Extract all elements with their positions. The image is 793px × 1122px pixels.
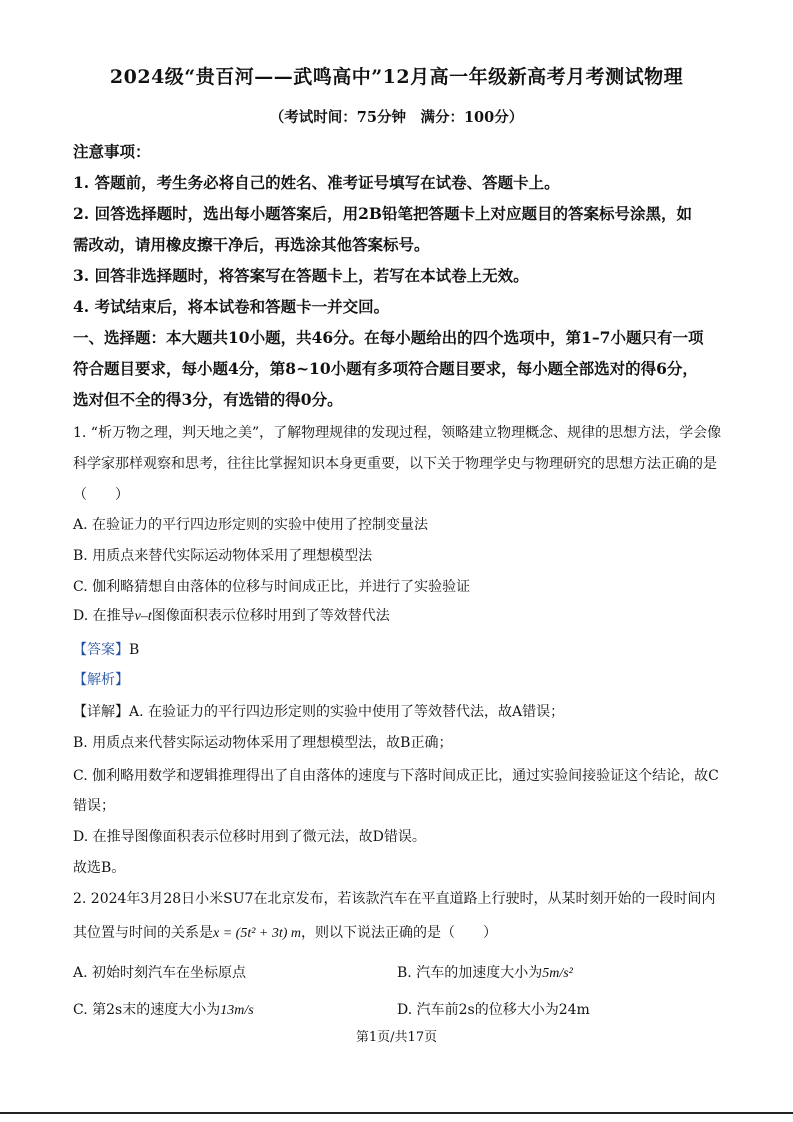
q2-option-a: A. 初始时刻汽车在坐标原点: [73, 965, 247, 981]
section-heading: 一、选择题：本大题共10小题，共46分。在每小题给出的四个选项中，第1–7小题只有一项: [73, 328, 704, 347]
q1-option-a: A. 在验证力的平行四边形定则的实验中使用了控制变量法: [73, 517, 429, 533]
q2-option-c: [73, 999, 254, 1019]
notice-heading: 注意事项：: [73, 142, 151, 161]
q2-option-c-formula: 13m/s: [220, 1003, 254, 1018]
q1-detail: [73, 701, 733, 721]
q2-option-b-formula: 5m/s²: [542, 966, 573, 981]
q1-option-c: C. 伽利略猜想自由落体的位移与时间成正比，并进行了实验验证: [73, 579, 471, 595]
q2-option-b-prefix: B. 汽车的加速度大小为: [397, 965, 543, 981]
q2-option-c-prefix: C. 第2s末的速度大小为: [73, 1002, 221, 1018]
detail-label: 【详解】: [73, 704, 129, 720]
q1-detail-line: C. 伽利略用数学和逻辑推理得出了自由落体的速度与下落时间成正比，通过实验间接验证这个结论，故C: [73, 768, 719, 784]
section-text: 选对但不全的得3分，有选错的得0分。: [73, 390, 343, 409]
notice-item: 3. 回答非选择题时，将答案写在答题卡上，若写在本试卷上无效。: [73, 266, 529, 285]
notice-item: 2. 回答选择题时，选出每小题答案后，用2B铅笔把答题卡上对应题目的答案标号涂黑，如: [73, 204, 692, 223]
q1-option-d: [73, 605, 733, 625]
q1-conclusion: 故选B。: [73, 860, 126, 876]
answer-value: B: [129, 642, 140, 658]
exam-subtitle: （考试时间：75分钟 满分：100分）: [269, 109, 524, 126]
q2-option-d: D. 汽车前2s的位移大小为24m: [397, 1002, 590, 1018]
notice-item: 1. 答题前，考生务必将自己的姓名、准考证号填写在试卷、答题卡上。: [73, 173, 560, 192]
q2-stem: 2. 2024年3月28日小米SU7在北京发布，若该款汽车在平直道路上行驶时，从某时刻开始的一段时间内: [73, 891, 716, 907]
detail-text: A. 在验证力的平行四边形定则的实验中使用了等效替代法，故A错误；: [129, 704, 565, 720]
bottom-divider: [0, 1112, 793, 1114]
notice-item: 4. 考试结束后，将本试卷和答题卡一并交回。: [73, 297, 390, 316]
page-number: 第1页/共17页: [355, 1030, 438, 1045]
q1-option-d-prefix: D. 在推导: [73, 608, 135, 624]
answer-label: 【答案】: [73, 642, 129, 658]
analysis-label: 【解析】: [73, 672, 129, 688]
q1-stem: 1. “析万物之理，判天地之美”，了解物理规律的发现过程，领略建立物理概念、规律的思想方法，学会像: [73, 425, 722, 441]
q2-position-formula: x = (5t² + 3t) m: [213, 926, 302, 941]
notice-item: 需改动，请用橡皮擦干净后，再选涂其他答案标号。: [73, 235, 430, 254]
q1-detail-line: D. 在推导图像面积表示位移时用到了微元法，故D错误。: [73, 829, 426, 845]
q1-stem: （ ）: [73, 487, 129, 503]
q2-option-b: [397, 962, 573, 982]
q1-option-d-formula: v–t: [134, 609, 152, 624]
q2-stem: [73, 922, 733, 942]
q1-answer: [73, 639, 733, 659]
section-text: 符合题目要求，每小题4分，第8~10小题有多项符合题目要求，每小题全部选对的得6分，: [73, 359, 698, 378]
q1-option-d-suffix: 图像面积表示位移时用到了等效替代法: [151, 608, 390, 624]
q1-detail-line: B. 用质点来代替实际运动物体采用了理想模型法，故B正确；: [73, 735, 453, 751]
q1-stem: 科学家那样观察和思考，往往比掌握知识本身更重要，以下关于物理学史与物理研究的思想方法正确的是: [73, 456, 717, 472]
q2-stem-suffix: ，则以下说法正确的是（ ）: [301, 925, 498, 941]
q1-option-b: B. 用质点来替代实际运动物体采用了理想模型法: [73, 548, 373, 564]
q2-stem-prefix: 其位置与时间的关系是: [73, 925, 213, 941]
q1-detail-line: 错误；: [73, 798, 115, 814]
exam-title: 2024级“贵百河——武鸣高中”12月高一年级新高考月考测试物理: [109, 66, 684, 88]
